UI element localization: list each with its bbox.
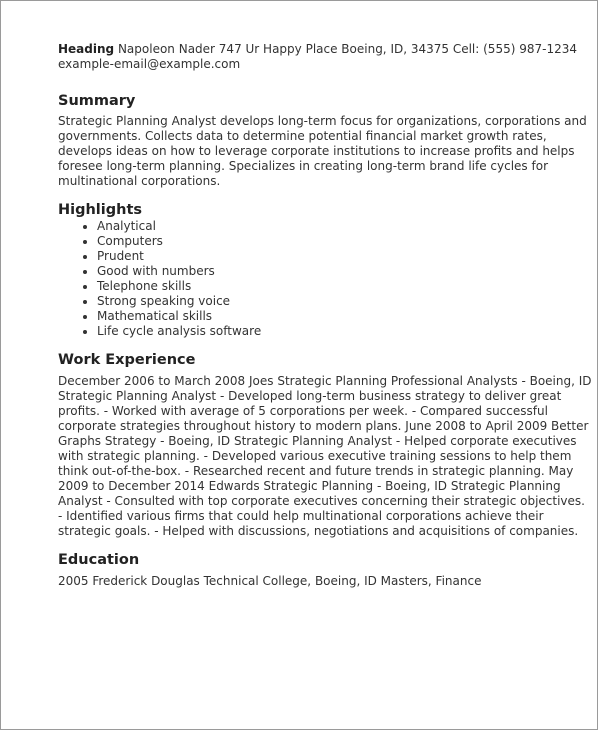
work-experience-body: December 2006 to March 2008 Joes Strategic Planning Professional Analysts - Boeing, ID Strategic Planning Analyst - Developed long-term business strategy to deliver great profits. - Worked with average of 5 corporations per week. - Compared successful corporate strategies throughout history to modern plans. June 2008 to April 2009 Better Graphs Strategy - Boeing, ID Strategic Planning Analyst - Helped corporate executives with strategic planning. - Developed various executive training sessions to help them think out-of-the-box. - Researched recent and future trends in strategic planning. May 2009 to December 2014 Edwards Strategic Planning - Boeing, ID Strategic Planning Analyst - Consulted with top corporate executives concerning their strategic objectives. - Identified various firms that could help multinational corporations achieve their strategic goals. - Helped with discussions, negotiations and acquisitions of companies.	[58, 374, 592, 538]
highlight-item: • Strong speaking voice	[97, 294, 593, 309]
highlight-item: • Life cycle analysis software	[97, 324, 593, 339]
summary-title: Summary	[58, 93, 136, 109]
highlight-item: • Good with numbers	[97, 264, 593, 279]
highlight-item: • Prudent	[97, 249, 593, 264]
heading-line	[58, 42, 593, 72]
work-experience-title: Work Experience	[58, 352, 196, 368]
highlight-item: • Analytical	[97, 219, 593, 234]
education-body: 2005 Frederick Douglas Technical College, Boeing, ID Masters, Finance	[58, 574, 482, 588]
summary-body: Strategic Planning Analyst develops long-term focus for organizations, corporations and governments. Collects data to determine potential financial market growth rates, develops ideas on how to leverage corporate institutions to increase profits and helps foresee long-term planning. Specializes in creating long-term brand life cycles for multinational corporations.	[58, 114, 587, 188]
highlights-title: Highlights	[58, 202, 143, 218]
education-title: Education	[58, 552, 140, 568]
highlight-item: • Mathematical skills	[97, 309, 593, 324]
highlight-item: • Computers	[97, 234, 593, 249]
highlights-list	[58, 219, 593, 339]
highlight-item: • Telephone skills	[97, 279, 593, 294]
heading-label: Heading	[58, 42, 115, 56]
resume-content	[58, 42, 593, 589]
heading-contact-text: Napoleon Nader 747 Ur Happy Place Boeing, ID, 34375 Cell: (555) 987-1234 example-email@example.com	[58, 42, 577, 71]
